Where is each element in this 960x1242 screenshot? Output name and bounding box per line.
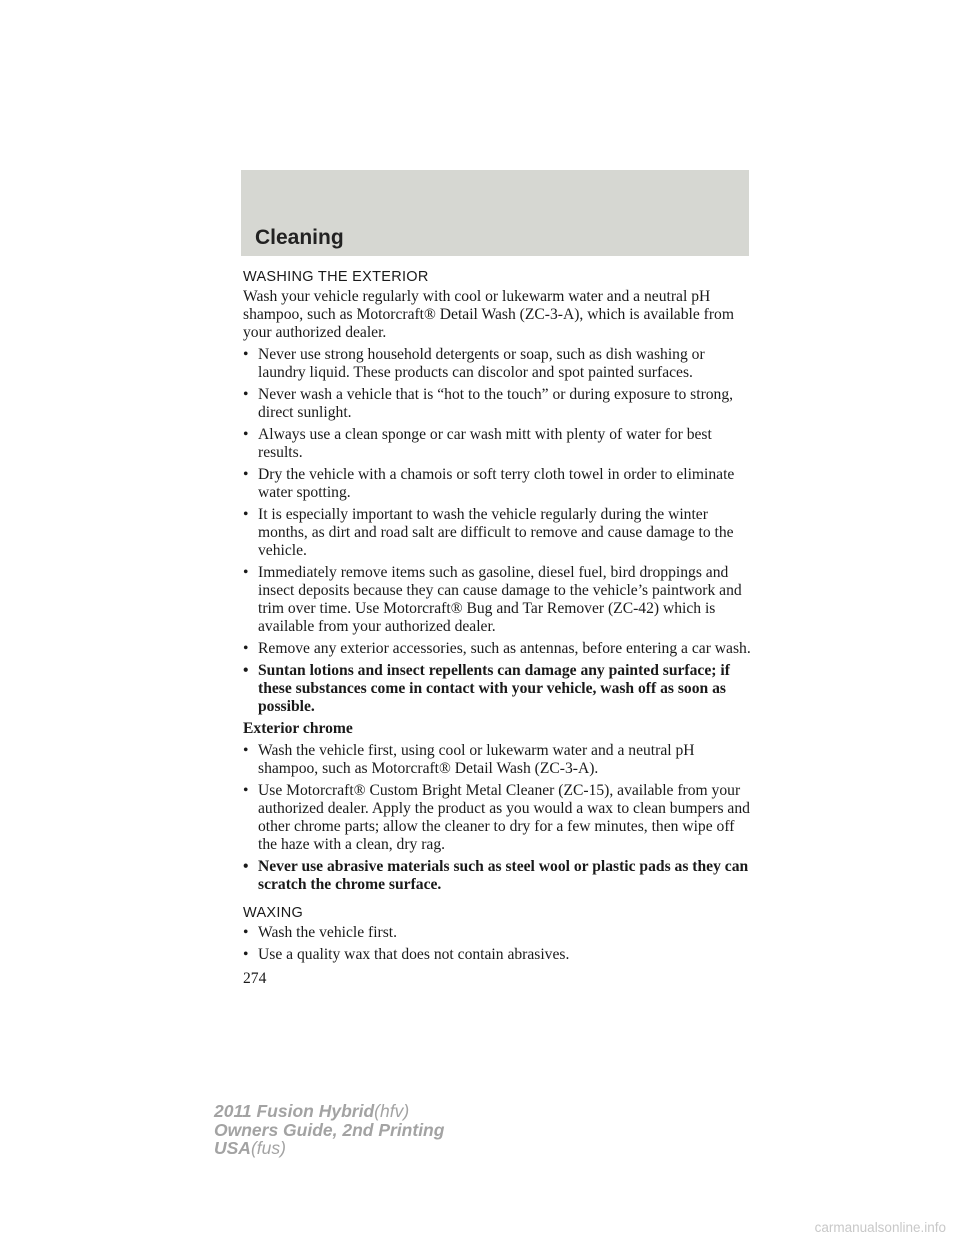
- bullet-icon: •: [243, 782, 249, 799]
- bullet-icon: •: [243, 924, 249, 941]
- list-item: • Remove any exterior accessories, such as antennas, before entering a car wash.: [243, 640, 751, 657]
- list-item: • Never wash a vehicle that is “hot to the touch” or during exposure to strong, direct sunlight.: [243, 386, 734, 421]
- footer-line-market: USA(fus): [214, 1138, 286, 1158]
- document-footer: [214, 1102, 444, 1158]
- bullet-icon: •: [243, 466, 249, 483]
- list-item: • Use a quality wax that does not contain abrasives.: [243, 946, 570, 963]
- list-item: • Use Motorcraft® Custom Bright Metal Cleaner (ZC-15), available from your authorized dealer. Apply the product as you would a wax to clean bumpers and other chrome parts; allow the cleaner to dry for a few minutes, then wipe off the haze with a clean, dry rag.: [243, 782, 750, 853]
- list-item: • Immediately remove items such as gasoline, diesel fuel, bird droppings and insect deposits because they can cause damage to the vehicle’s paintwork and trim over time. Use Motorcraft® Bug and Tar Remover (ZC-42) which is available from your authorized dealer.: [243, 564, 742, 635]
- chrome-bullet-list: [243, 742, 753, 894]
- section-title: Cleaning: [255, 226, 344, 249]
- page-content: [243, 266, 753, 968]
- footer-line-model: 2011 Fusion Hybrid(hfv): [214, 1101, 410, 1121]
- warning-list-item: • Suntan lotions and insect repellents can damage any painted surface; if these substances come in contact with your vehicle, wash off as soon as possible.: [243, 662, 730, 715]
- bullet-icon: •: [243, 564, 249, 581]
- list-item: • Wash the vehicle first.: [243, 924, 398, 941]
- warning-list-item: • Never use abrasive materials such as steel wool or plastic pads as they can scratch the chrome surface.: [243, 858, 749, 893]
- bullet-icon: •: [243, 640, 249, 657]
- waxing-bullet-list: [243, 924, 753, 964]
- bullet-icon: •: [243, 662, 249, 679]
- washing-bullet-list: [243, 346, 753, 716]
- bullet-icon: •: [243, 506, 249, 523]
- list-item: • Wash the vehicle first, using cool or lukewarm water and a neutral pH shampoo, such as Motorcraft® Detail Wash (ZC-3-A).: [243, 742, 695, 777]
- list-item: • Always use a clean sponge or car wash mitt with plenty of water for best results.: [243, 426, 712, 461]
- chrome-heading: Exterior chrome: [243, 720, 353, 737]
- footer-line-edition: Owners Guide, 2nd Printing: [214, 1119, 445, 1140]
- washing-intro: Wash your vehicle regularly with cool or lukewarm water and a neutral pH shampoo, such as Motorcraft® Detail Wash (ZC-3-A), which is available from your authorized dealer.: [243, 288, 734, 341]
- bullet-icon: •: [243, 742, 249, 759]
- washing-heading: WASHING THE EXTERIOR: [243, 269, 429, 285]
- page-number: 274: [243, 970, 267, 987]
- bullet-icon: •: [243, 858, 249, 875]
- bullet-icon: •: [243, 426, 249, 443]
- watermark: carmanualsonline.info: [814, 1220, 946, 1235]
- list-item: • It is especially important to wash the vehicle regularly during the winter months, as dirt and road salt are difficult to remove and cause damage to the vehicle.: [243, 506, 734, 559]
- waxing-heading: WAXING: [243, 905, 304, 921]
- bullet-icon: •: [243, 946, 249, 963]
- list-item: • Dry the vehicle with a chamois or soft terry cloth towel in order to eliminate water spotting.: [243, 466, 735, 501]
- list-item: • Never use strong household detergents or soap, such as dish washing or laundry liquid. These products can discolor and spot painted surfaces.: [243, 346, 705, 381]
- bullet-icon: •: [243, 346, 249, 363]
- bullet-icon: •: [243, 386, 249, 403]
